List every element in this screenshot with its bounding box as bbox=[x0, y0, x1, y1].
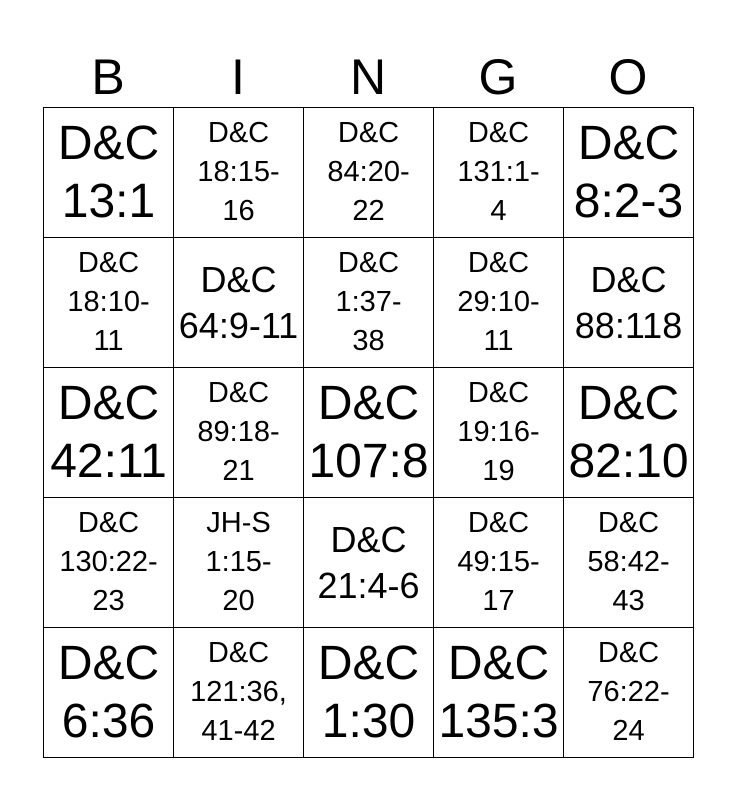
header-letter-g: G bbox=[478, 49, 518, 105]
bingo-cell-r1-c1[interactable] bbox=[44, 108, 174, 238]
bingo-cell-text: D&C 130:22- 23 bbox=[59, 507, 158, 617]
bingo-cell-r3-c1[interactable] bbox=[44, 368, 174, 498]
bingo-cell-text: D&C 18:10- 11 bbox=[67, 247, 150, 357]
bingo-cell-text: D&C 1:37- 38 bbox=[335, 247, 402, 357]
bingo-cell-r3-c5[interactable] bbox=[564, 368, 694, 498]
bingo-cell-r4-c4[interactable] bbox=[434, 498, 564, 628]
header-letter-o: O bbox=[608, 49, 648, 105]
bingo-cell-r4-c5[interactable] bbox=[564, 498, 694, 628]
bingo-cell-text: D&C 19:16- 19 bbox=[457, 377, 540, 487]
bingo-cell-text: D&C 6:36 bbox=[57, 636, 160, 748]
bingo-cell-text: D&C 21:4-6 bbox=[317, 518, 420, 606]
bingo-cell-text: D&C 88:118 bbox=[574, 258, 683, 346]
bingo-cell-text: D&C 1:30 bbox=[317, 636, 420, 748]
bingo-cell-r1-c3[interactable] bbox=[304, 108, 434, 238]
bingo-cell-r5-c1[interactable] bbox=[44, 628, 174, 758]
bingo-header bbox=[43, 48, 693, 106]
header-letter-n: N bbox=[349, 49, 387, 105]
bingo-cell-text: D&C 49:15- 17 bbox=[457, 507, 540, 617]
bingo-cell-r4-c2[interactable] bbox=[174, 498, 304, 628]
header-letter-b: B bbox=[91, 49, 125, 105]
bingo-cell-text: D&C 135:3 bbox=[438, 636, 559, 748]
bingo-cell-r2-c1[interactable] bbox=[44, 238, 174, 368]
bingo-cell-r1-c5[interactable] bbox=[564, 108, 694, 238]
bingo-cell-r2-c4[interactable] bbox=[434, 238, 564, 368]
bingo-cell-r1-c2[interactable] bbox=[174, 108, 304, 238]
bingo-cell-text: D&C 107:8 bbox=[308, 376, 429, 488]
bingo-cell-text: D&C 121:36, 41-42 bbox=[190, 637, 287, 747]
bingo-grid bbox=[43, 107, 694, 758]
bingo-cell-r5-c5[interactable] bbox=[564, 628, 694, 758]
bingo-cell-r3-c2[interactable] bbox=[174, 368, 304, 498]
header-letter-i: I bbox=[231, 49, 245, 105]
bingo-cell-r3-c3[interactable] bbox=[304, 368, 434, 498]
bingo-cell-r5-c3[interactable] bbox=[304, 628, 434, 758]
bingo-cell-r5-c4[interactable] bbox=[434, 628, 564, 758]
bingo-cell-r4-c3[interactable] bbox=[304, 498, 434, 628]
bingo-cell-r2-c2[interactable] bbox=[174, 238, 304, 368]
bingo-cell-r2-c5[interactable] bbox=[564, 238, 694, 368]
bingo-cell-text: D&C 89:18- 21 bbox=[197, 377, 280, 487]
bingo-cell-text: D&C 58:42- 43 bbox=[587, 507, 670, 617]
bingo-cell-r5-c2[interactable] bbox=[174, 628, 304, 758]
bingo-cell-r2-c3[interactable] bbox=[304, 238, 434, 368]
bingo-cell-r3-c4[interactable] bbox=[434, 368, 564, 498]
bingo-cell-text: D&C 29:10- 11 bbox=[457, 247, 540, 357]
bingo-cell-r1-c4[interactable] bbox=[434, 108, 564, 238]
bingo-cell-text: D&C 82:10 bbox=[568, 376, 689, 488]
bingo-cell-text: D&C 8:2-3 bbox=[573, 116, 684, 228]
bingo-cell-text: D&C 76:22- 24 bbox=[587, 637, 670, 747]
bingo-cell-text: D&C 13:1 bbox=[57, 116, 160, 228]
bingo-cell-text: D&C 131:1- 4 bbox=[457, 117, 540, 227]
bingo-cell-text: D&C 64:9-11 bbox=[178, 258, 299, 346]
bingo-cell-r4-c1[interactable] bbox=[44, 498, 174, 628]
bingo-cell-text: JH-S 1:15- 20 bbox=[205, 507, 272, 617]
bingo-cell-text: D&C 42:11 bbox=[50, 376, 167, 488]
bingo-cell-text: D&C 18:15- 16 bbox=[197, 117, 280, 227]
bingo-cell-text: D&C 84:20- 22 bbox=[327, 117, 410, 227]
